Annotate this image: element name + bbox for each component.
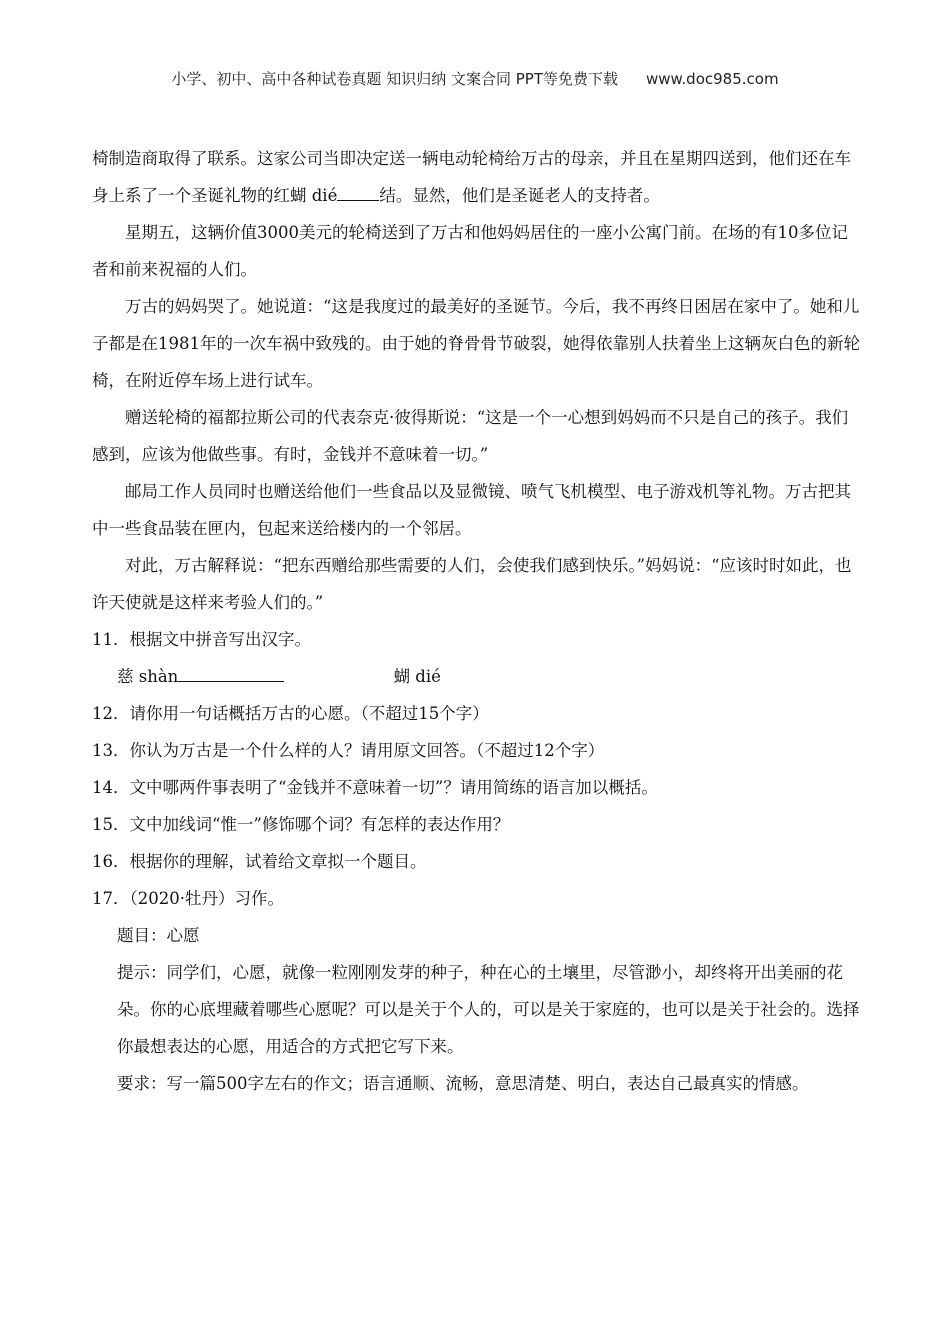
answer-blank (178, 667, 284, 682)
question-15: 15．文中加线词“惟一”修饰哪个词？有怎样的表达作用？ (92, 815, 510, 834)
document-body (92, 140, 862, 1102)
header-site-link[interactable]: www.doc985.com (645, 70, 779, 88)
passage-paragraph-1 (92, 140, 862, 214)
passage-paragraph-5: 邮局工作人员同时也赠送给他们一些食品以及显微镜、喷气飞机模型、电子游戏机等礼物。万古把其中一些食品装在匣内，包起来送给楼内的一个邻居。 (92, 482, 851, 538)
header-text: 小学、初中、高中各种试卷真题 知识归纳 文案合同 PPT等免费下载 (171, 70, 618, 88)
pinyin-item-2: 蝴 dié (393, 667, 441, 686)
question-16: 16．根据你的理解，试着给文章拟一个题目。 (92, 852, 427, 871)
question-13: 13．你认为万古是一个什么样的人？请用原文回答。（不超过12个字） (92, 741, 605, 760)
question-17: 17．（2020·牡丹）习作。 (92, 889, 284, 908)
passage-paragraph-6: 对此，万古解释说：“把东西赠给那些需要的人们，会使我们感到快乐。”妈妈说：“应该时时如此，也许天使就是这样来考验人们的。” (92, 556, 852, 612)
question-12: 12．请你用一句话概括万古的心愿。（不超过15个字） (92, 704, 489, 723)
essay-title: 题目：心愿 (117, 926, 200, 945)
passage-paragraph-4: 赠送轮椅的福都拉斯公司的代表奈克·彼得斯说：“这是一个一心想到妈妈而不只是自己的孩子。我们感到，应该为他做些事。有时，金钱并不意味着一切。” (92, 408, 849, 464)
passage-paragraph-2: 星期五，这辆价值3000美元的轮椅送到了万古和他妈妈居住的一座小公寓门前。在场的有10多位记者和前来祝福的人们。 (92, 223, 848, 279)
fill-blank (337, 186, 379, 201)
passage-text: 结。显然，他们是圣诞老人的支持者。 (379, 186, 660, 205)
essay-requirements: 要求：写一篇500字左右的作文；语言通顺、流畅，意思清楚、明白，表达自己最真实的情感。 (117, 1074, 809, 1093)
question-11: 11．根据文中拼音写出汉字。 (92, 630, 311, 649)
question-14: 14．文中哪两件事表明了“金钱并不意味着一切”？请用简练的语言加以概括。 (92, 778, 658, 797)
essay-hint: 提示：同学们，心愿，就像一粒刚刚发芽的种子，种在心的土壤里，尽管渺小，却终将开出美丽的花朵。你的心底埋藏着哪些心愿呢？可以是关于个人的，可以是关于家庭的，也可以是关于社会的。选择你最想表达的心愿，用适合的方式把它写下来。 (117, 963, 860, 1056)
question-11-items (92, 658, 862, 695)
passage-paragraph-3: 万古的妈妈哭了。她说道：“这是我度过的最美好的圣诞节。今后，我不再终日困居在家中了。她和儿子都是在1981年的一次车祸中致残的。由于她的脊骨骨节破裂，她得依靠别人扶着坐上这辆灰白色的新轮椅，在附近停车场上进行试车。 (92, 297, 860, 390)
passage-text: 椅制造商取得了联系。这家公司当即决定送一辆电动轮椅给万古的母亲，并且在星期四送到，他们还在车身上系了一个圣诞礼物的红蝴 dié (92, 149, 851, 205)
pinyin-item-1: 慈 shàn (117, 667, 179, 686)
page-header (0, 68, 950, 89)
